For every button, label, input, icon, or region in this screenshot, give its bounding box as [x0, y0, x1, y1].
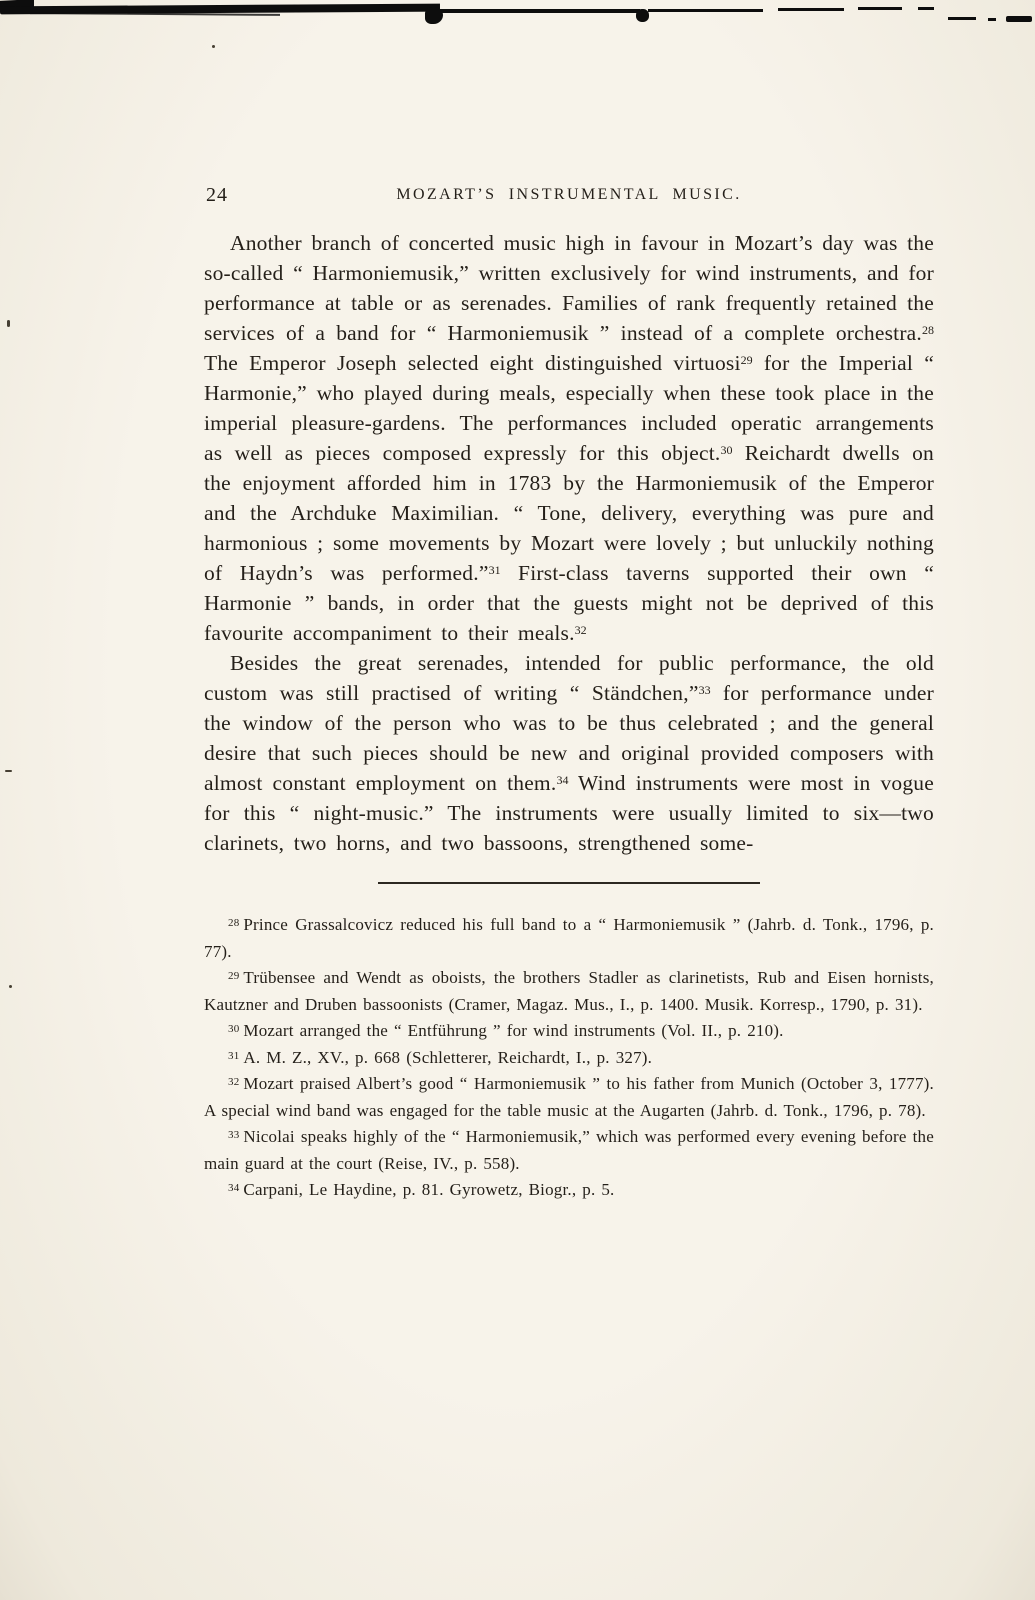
body-text: [204, 228, 934, 858]
footnote-separator-rule: [378, 882, 760, 884]
footnote-reference: 29: [740, 353, 753, 367]
footnote-marker: 32: [228, 1076, 240, 1088]
footnote-marker: 34: [228, 1182, 240, 1194]
scan-artifact: [918, 7, 934, 10]
scan-artifact: [988, 18, 996, 21]
footnote-marker: 29: [228, 970, 240, 982]
scan-speck: [212, 45, 215, 48]
scan-artifact: [948, 17, 976, 20]
footnote-reference: 30: [720, 443, 733, 457]
footnote-reference: 28: [922, 323, 934, 337]
footnote: $^{28}$ Prince Grassalcovicz reduced his full band to a “ Harmoniemusik ” (Jahrb. d. Tonk., 1796, p. 77).: [204, 915, 934, 961]
footnote-marker: 28: [228, 917, 240, 929]
footnote-reference: 33: [698, 683, 711, 697]
footnote-reference: 31: [488, 563, 501, 577]
paragraph: Besides the great serenades, intended for public performance, the old custom was still practised of writing “ Ständchen,”$^{33}$ for performance under the window of the person who was to be thus celebrated ; and the general desire that such pieces should be new and original provided composers with almost constant employment on them.$^{34}$ Wind instruments were most in vogue for this “ night-music.” The instruments were usually limited to six—two clarinets, two horns, and two bassoons, strengthened some-: [204, 651, 935, 855]
scan-artifact: [440, 9, 640, 13]
footnote-marker: 31: [228, 1049, 240, 1062]
running-title: MOZART’S INSTRUMENTAL MUSIC.: [396, 186, 742, 203]
scan-speck: [7, 320, 10, 327]
scan-artifact: [30, 12, 280, 16]
footnote: $^{29}$ Trübensee and Wendt as oboists, the brothers Stadler as clarinetists, Rub and Eisen hornists, Kautzner and Druben bassoonists (Cramer, Magaz. Mus., I., p. 1400. Musik. Korresp., 1790, p. 31).: [204, 968, 934, 1014]
footnote-marker: 33: [228, 1129, 240, 1141]
text-block: [204, 182, 934, 1204]
scan-artifact: [648, 9, 763, 12]
scan-artifact-top-edge: [0, 0, 1035, 42]
page-header: [204, 182, 934, 210]
scan-speck: [5, 770, 12, 772]
footnote: $^{30}$ Mozart arranged the “ Entführung ” for wind instruments (Vol. II., p. 210).: [228, 1021, 784, 1040]
scan-artifact: [858, 7, 902, 10]
footnote: $^{33}$ Nicolai speaks highly of the “ Harmoniemusik,” which was performed every evening before the main guard at the court (Reise, IV., p. 558).: [204, 1127, 934, 1173]
paragraph: Another branch of concerted music high in favour in Mozart’s day was the so-called “ Harmoniemusik,” written exclusively for wind instruments, and for performance at table or as serenades. Families of rank frequently retained the services of a band for “ Harmoniemusik ” instead of a complete orchestra.$^{28}$ The Emperor Joseph selected eight distinguished virtuosi$^{29}$ for the Imperial “ Harmonie,” who played during meals, especially when these took place in the imperial pleasure-gardens. The performances included operatic arrangements as well as pieces composed expressly for this object.$^{30}$ Reichardt dwells on the enjoyment afforded him in 1783 by the Harmoniemusik of the Emperor and the Archduke Maximilian. “ Tone, delivery, everything was pure and harmonious ; some movements by Mozart were lovely ; but unluckily nothing of Haydn’s was performed.”$^{31}$ First-class taverns supported their own “ Harmonie ” bands, in order that the guests might not be deprived of this favourite accompaniment to their meals.$^{32}$: [204, 231, 934, 645]
footnote-reference: 32: [574, 623, 587, 637]
scan-artifact: [778, 8, 844, 11]
scan-speck: [9, 985, 12, 988]
footnotes: [204, 912, 934, 1204]
footnote: $^{32}$ Mozart praised Albert’s good “ Harmoniemusik ” to his father from Munich (October 3, 1777). A special wind band was engaged for the table music at the Augarten (Jahrb. d. Tonk., 1796, p. 78).: [204, 1074, 934, 1120]
footnote: $^{31}$ A. M. Z., XV., p. 668 (Schletterer, Reichardt, I., p. 327).: [228, 1047, 653, 1067]
footnote: $^{34}$ Carpani, Le Haydine, p. 81. Gyrowetz, Biogr., p. 5.: [228, 1180, 615, 1199]
page-number: 24: [206, 184, 228, 206]
scan-artifact: [1006, 16, 1032, 22]
footnote-reference: 34: [556, 773, 569, 787]
footnote-marker: 30: [228, 1023, 240, 1035]
